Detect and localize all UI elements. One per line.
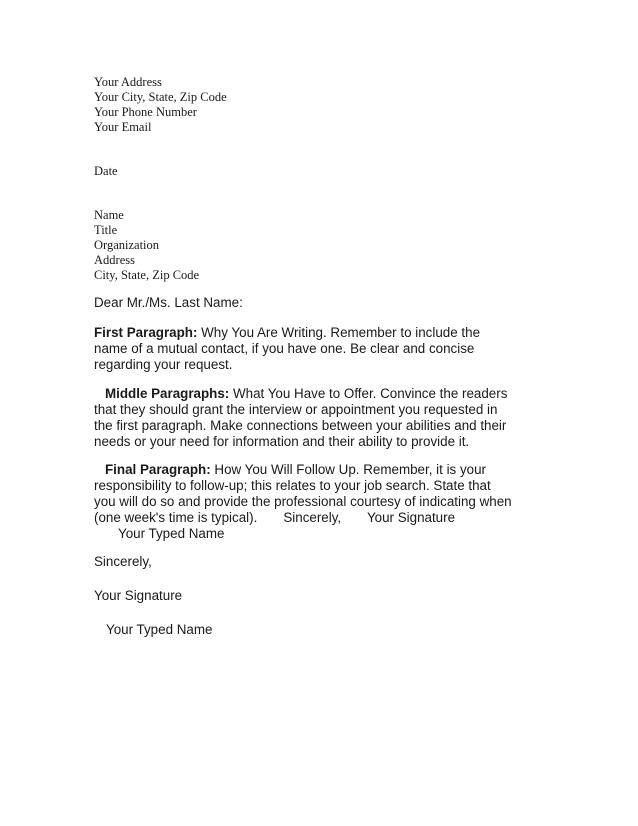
middle-paragraph-line: needs or your need for information and their ability to provide it. [94,434,470,449]
first-paragraph-line: regarding your request. [94,357,233,372]
signature: Your Signature [94,588,183,603]
typed-name: Your Typed Name [106,622,213,637]
date-block [94,164,554,179]
sender-phone: Your Phone Number [94,105,197,119]
sender-email: Your Email [94,120,152,134]
final-paragraph-line: (one week's time is typical). Sincerely, Your Signature [94,510,456,525]
final-paragraph-line: Your Typed Name [118,526,225,541]
first-paragraph-text: Why You Are Writing. Remember to include the [197,325,481,340]
middle-paragraph-line: the first paragraph. Make connections between your abilities and their [94,418,507,433]
recipient-title: Title [94,223,118,237]
final-paragraph-text: How You Will Follow Up. Remember, it is your [210,462,487,477]
recipient-name: Name [94,208,124,222]
recipient-city-state-zip: City, State, Zip Code [94,268,200,282]
typed-name-block [94,622,554,638]
closing: Sincerely, [94,554,152,569]
middle-paragraph-heading: Middle Paragraphs: [105,386,230,401]
salutation-block [94,295,554,311]
sender-address: Your Address [94,75,162,89]
middle-paragraph-text: What You Have to Offer. Convince the readers [229,386,508,401]
salutation: Dear Mr./Ms. Last Name: [94,295,243,310]
sender-block [94,75,554,135]
middle-paragraph-line [94,386,554,402]
recipient-address: Address [94,253,135,267]
final-paragraph-line: responsibility to follow-up; this relates to your job search. State that [94,478,491,493]
letter-date: Date [94,164,118,178]
first-paragraph-line [94,325,554,341]
recipient-block [94,208,554,283]
sender-city-state-zip: Your City, State, Zip Code [94,90,227,104]
middle-paragraph [94,386,554,450]
signature-block [94,588,554,604]
middle-paragraph-line: that they should grant the interview or appointment you requested in [94,402,498,417]
closing-block [94,554,554,570]
final-paragraph-line [94,462,554,478]
final-paragraph-heading: Final Paragraph: [105,462,211,477]
final-paragraph-line: you will do so and provide the professional courtesy of indicating when [94,494,512,509]
recipient-organization: Organization [94,238,160,252]
final-paragraph [94,462,554,542]
first-paragraph-heading: First Paragraph: [94,325,198,340]
first-paragraph-line: name of a mutual contact, if you have one. Be clear and concise [94,341,475,356]
first-paragraph [94,325,554,373]
